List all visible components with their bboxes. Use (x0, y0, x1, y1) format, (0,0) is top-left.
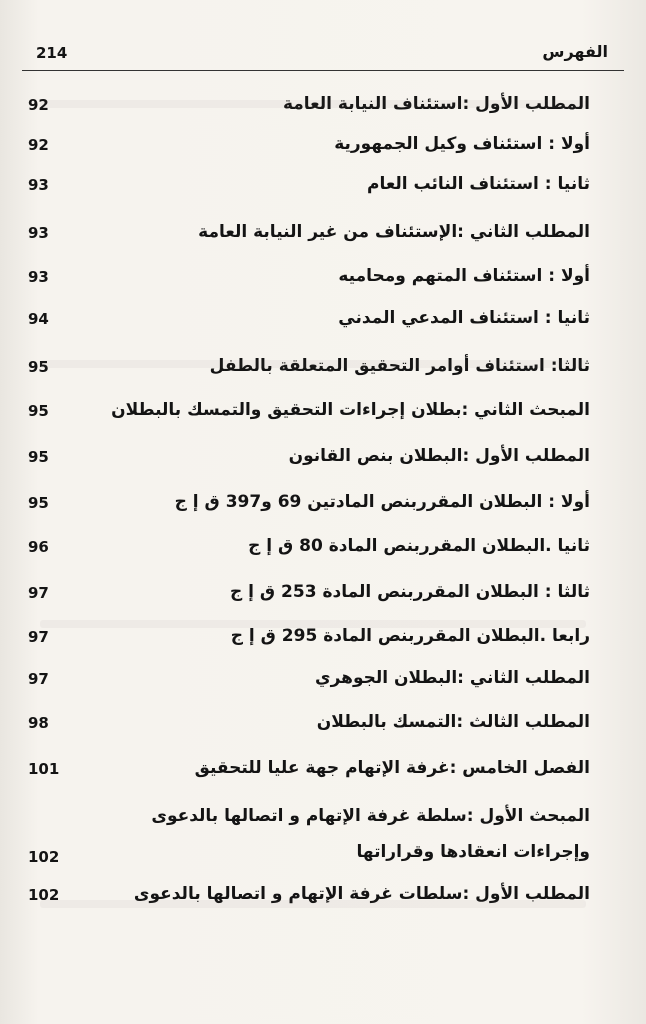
toc-entry (28, 568, 590, 608)
toc-entry (28, 120, 590, 160)
toc-entry (28, 698, 590, 738)
toc-page-number: 92 (28, 96, 49, 114)
page-header (22, 40, 624, 70)
toc-entry-title: أولا : استئناف وكيل الجمهورية (334, 134, 590, 154)
toc-entry (28, 522, 590, 562)
toc-entry-title: المطلب الأول :سلطات غرفة الإتهام و اتصالها بالدعوى (133, 884, 590, 904)
toc-entry (28, 386, 590, 426)
toc-entry (28, 792, 590, 872)
toc-entry-title: المطلب الأول :البطلان بنص القانون (288, 446, 590, 466)
toc-entry-title: المبحث الأول :سلطة غرفة الإتهام و اتصالها بالدعوى وإجراءات انعقادها وقراراتها (151, 806, 590, 862)
toc-page-number: 97 (28, 670, 49, 688)
toc-page-number: 93 (28, 268, 49, 286)
toc-entry (28, 744, 590, 784)
toc-entry (28, 478, 590, 518)
toc-page-number: 95 (28, 358, 49, 376)
bleed-through-text (40, 360, 586, 368)
toc-entry (28, 208, 590, 248)
toc-entry (28, 160, 590, 200)
toc-entry-title: رابعا .البطلان المقرربنص المادة 295 ق إ ج (230, 626, 590, 646)
toc-entry-title: المطلب الأول :استئناف النيابة العامة (282, 94, 590, 114)
toc-page-number: 102 (28, 886, 60, 904)
bleed-through-text (40, 900, 586, 908)
toc-page-number: 94 (28, 310, 49, 328)
toc-entry-title: المبحث الثاني :بطلان إجراءات التحقيق والتمسك بالبطلان (111, 400, 590, 420)
toc-entry-title: المطلب الثاني :الإستئناف من غير النيابة العامة (198, 222, 590, 242)
toc-entry-title: أولا : البطلان المقرربنص المادتين 69 و397 ق إ ج (174, 492, 590, 512)
toc-entry-title: ثانيا : استئناف النائب العام (366, 174, 590, 194)
toc-page-number: 102 (28, 848, 60, 866)
toc-entry (28, 294, 590, 334)
toc-entry (28, 252, 590, 292)
toc-page-number: 97 (28, 628, 49, 646)
toc-page-number: 98 (28, 714, 49, 732)
toc-entry-title: ثالثا : البطلان المقرربنص المادة 253 ق إ ج (229, 582, 590, 602)
toc-page-number: 92 (28, 136, 49, 154)
toc-page-number: 96 (28, 538, 49, 556)
toc-entry-title: الفصل الخامس :غرفة الإتهام جهة عليا للتحقيق (194, 758, 590, 778)
toc-page-number: 95 (28, 448, 49, 466)
bleed-through-text (40, 100, 586, 108)
toc-entry-title: ثانيا .البطلان المقرربنص المادة 80 ق إ ج (248, 536, 590, 556)
bleed-through-text (40, 620, 586, 628)
toc-entry (28, 654, 590, 694)
page-number: 214 (36, 44, 68, 62)
toc-entry-title: ثالثا: استئناف أوامر التحقيق المتعلقة بالطفل (209, 356, 590, 376)
toc-entry-title: المطلب الثاني :البطلان الجوهري (315, 668, 590, 688)
page-title: الفهرس (542, 42, 608, 61)
header-rule (22, 70, 624, 71)
toc-entry (28, 612, 590, 652)
toc-entry (28, 432, 590, 472)
toc-page-number: 93 (28, 176, 49, 194)
toc-page-number: 93 (28, 224, 49, 242)
toc-page-number: 95 (28, 402, 49, 420)
toc-page-number: 101 (28, 760, 60, 778)
toc-entry-title: المطلب الثالث :التمسك بالبطلان (316, 712, 590, 732)
toc-entry-title: أولا : استئناف المتهم ومحاميه (338, 266, 590, 286)
toc-page-number: 97 (28, 584, 49, 602)
toc-entry-title: ثانيا : استئناف المدعي المدني (338, 308, 590, 328)
toc-page-number: 95 (28, 494, 49, 512)
